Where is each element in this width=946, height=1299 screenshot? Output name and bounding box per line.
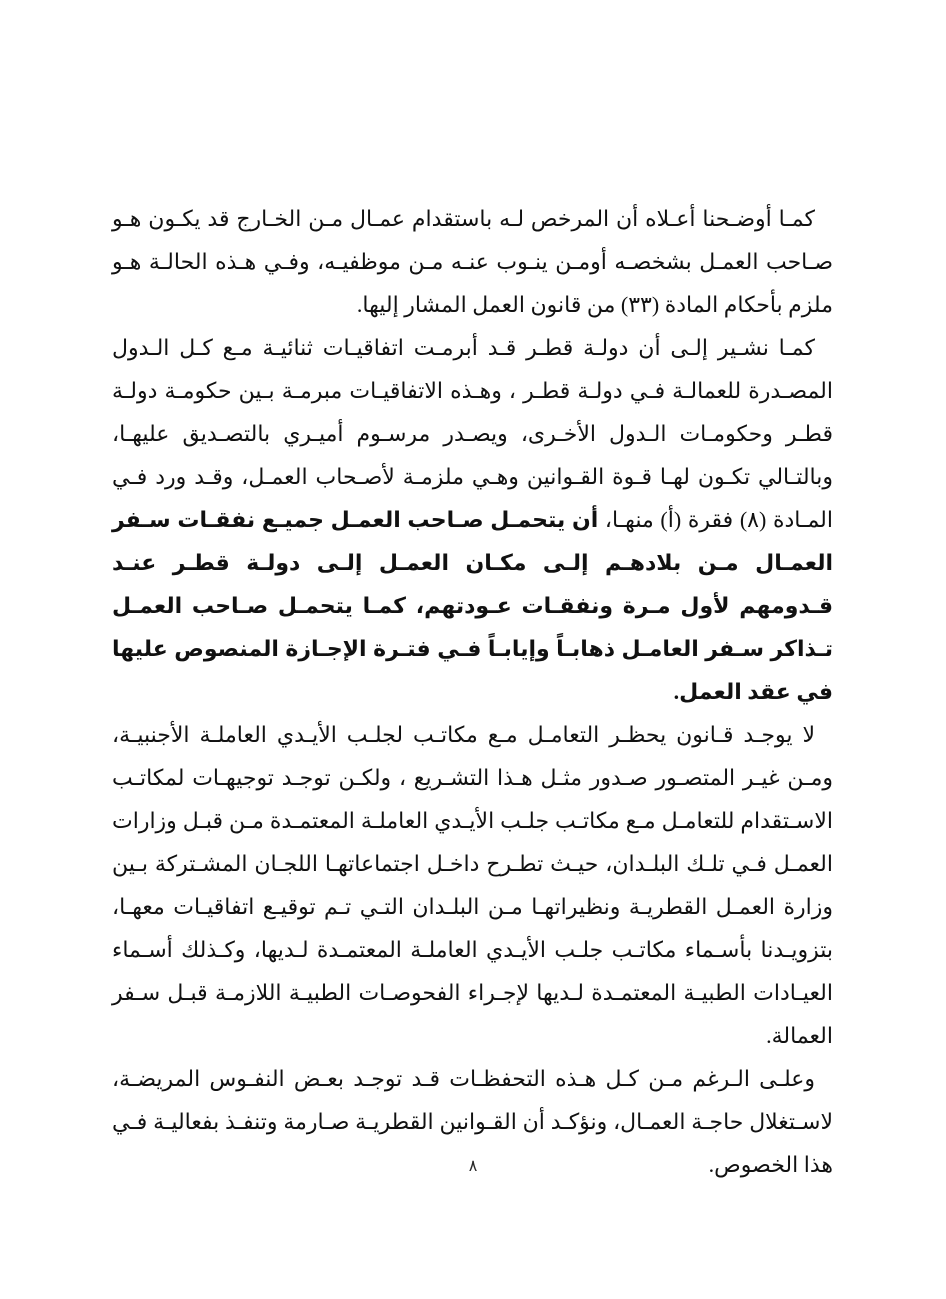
- document-body: [112, 197, 833, 1186]
- paragraph-recruitment-offices: لا يوجـد قـانون يحظـر التعامـل مـع مكاتـب لجلـب الأيـدي العاملـة الأجنبيـة، ومـن غيـر المتصـور صـدور مثـل هـذا التشـريع ، ولكـن توجـد توجيهـات لمكاتـب الاسـتقدام للتعامـل مـع مكاتـب جلـب الأيـدي العاملـة المعتمـدة مـن قبـل وزارات العمـل فـي تلـك البلـدان، حيـث تطـرح داخـل اجتماعاتهـا اللجـان المشـتركة بـين وزارة العمـل القطريـة ونظيراتهـا مـن البلـدان التـي تـم توقيـع اتفاقيـات معهـا، بتزويـدنا بأسـماء مكاتـب جلـب الأيـدي العاملـة المعتمـدة لـديها، وكـذلك أسـماء العيـادات الطبيـة المعتمـدة لـديها لإجـراء الفحوصـات الطبيـة اللازمـة قبـل سـفر العمالة.: [112, 722, 833, 1048]
- paragraph-closing-remark: وعلـى الـرغم مـن كـل هـذه التحفظـات قـد توجـد بعـض النفـوس المريضـة، لاسـتغلال حاجـة العمـال، ونؤكـد أن القـوانين القطريـة صـارمة وتنفـذ بفعاليـة فـي هذا الخصوص.: [112, 1066, 833, 1177]
- paragraph-bilateral-agreements: [112, 326, 833, 713]
- page-number: ٨: [468, 1158, 478, 1175]
- paragraph-bilateral-agreements-bold-run: أن يتحمـل صـاحب العمـل جميـع نفقـات سـفر العمـال مـن بلادهـم إلـى مكـان العمـل إلـى دولـة قطـر عنـد قـدومهم لأول مـرة ونفقـات عـودتهم، كمـا يتحمـل صـاحب العمـل تـذاكر سـفر العامـل ذهابـاً وإيابـاً فـي فتـرة الإجـازة المنصوص عليها في عقد العمل.: [112, 507, 833, 704]
- paragraph-bilateral-agreements-regular-run: كمـا نشـير إلـى أن دولـة قطـر قـد أبرمـت اتفاقيـات ثنائيـة مـع كـل الـدول المصـدرة للعمالـة فـي دولـة قطـر ، وهـذه الاتفاقيـات مبرمـة بـين حكومـة دولـة قطـر وحكومـات الـدول الأخـرى، ويصـدر مرسـوم أميـري بالتصـديق عليهـا، وبالتـالي تكـون لهـا قـوة القـوانين وهـي ملزمـة لأصـحاب العمـل، وقـد ورد فـي المـادة (٨) فقرة (أ) منهـا،: [112, 335, 833, 532]
- paragraph-license-holder: كمـا أوضـحنا أعـلاه أن المرخص لـه باستقدام عمـال مـن الخـارج قد يكـون هـو صـاحب العمـل بشخصـه أومـن ينـوب عنـه مـن موظفيـه، وفـي هـذه الحالـة هـو ملزم بأحكام المادة (٣٣) من قانون العمل المشار إليها.: [112, 206, 833, 317]
